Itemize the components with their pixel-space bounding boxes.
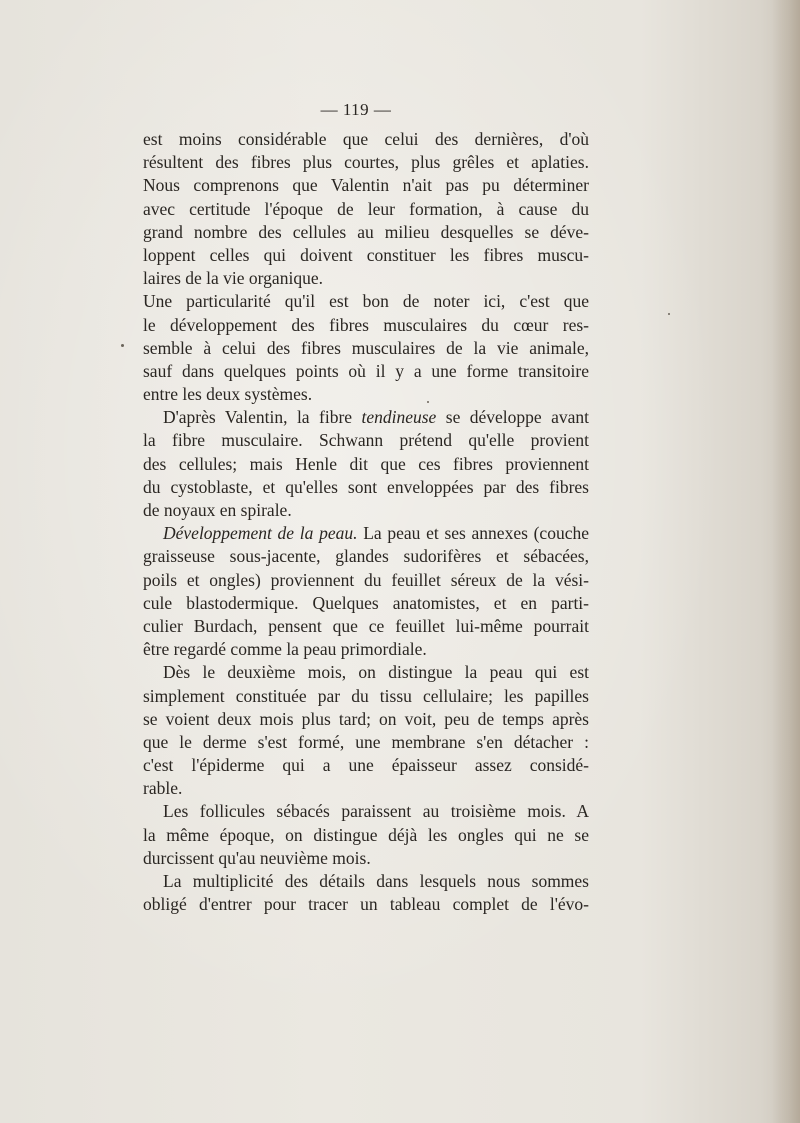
- text-line: La multiplicité des détails dans lesquels nous sommes: [163, 871, 589, 891]
- text-line: se voient deux mois plus tard; on voit, peu de temps après: [143, 708, 589, 729]
- italic-run: tendineuse: [361, 407, 437, 428]
- text-line: poils et ongles) proviennent du feuillet séreux de la vési-: [143, 569, 589, 590]
- text-run: La peau et ses annexes (couche: [357, 523, 589, 544]
- text-line: Une particularité qu'il est bon de noter ici, c'est que: [143, 291, 589, 312]
- text-line: Dès le deuxième mois, on distingue la peau qui est: [163, 662, 589, 683]
- text-line: sauf dans quelques points où il y a une forme transitoire: [143, 360, 589, 381]
- text-line: laires de la vie organique.: [143, 268, 323, 289]
- text-line: semble à celui des fibres musculaires de la vie animale,: [143, 337, 589, 358]
- text-line: avec certitude l'époque de leur formation, à cause du: [143, 198, 589, 219]
- text-line: entre les deux systèmes.: [143, 384, 313, 405]
- text-line: Nous comprenons que Valentin n'ait pas pu déterminer: [143, 175, 589, 196]
- text-line: [143, 406, 589, 429]
- text-line: simplement constituée par du tissu cellulaire; les papilles: [143, 685, 589, 706]
- text-line: [143, 522, 589, 545]
- text-line: c'est l'épiderme qui a une épaisseur assez considé-: [143, 755, 589, 776]
- page-edge-shadow: [772, 0, 800, 1123]
- text-line: grand nombre des cellules au milieu desquelles se déve-: [143, 221, 589, 242]
- body-text: [143, 128, 589, 916]
- page-number: — 119 —: [320, 100, 392, 119]
- text-line: de noyaux en spirale.: [143, 500, 292, 520]
- ink-speck: [668, 313, 670, 315]
- text-line: du cystoblaste, et qu'elles sont enveloppées par des fibres: [143, 476, 589, 497]
- text-line: cule blastodermique. Quelques anatomistes, et en parti-: [143, 592, 589, 613]
- text-line: la fibre musculaire. Schwann prétend qu'elle provient: [143, 430, 589, 451]
- text-line: est moins considérable que celui des dernières, d'où: [143, 129, 589, 149]
- text-line: graisseuse sous-jacente, glandes sudorifères et sébacées,: [143, 546, 589, 567]
- italic-run: Développement de la peau.: [163, 523, 358, 544]
- text-line: le développement des fibres musculaires du cœur res-: [143, 314, 589, 335]
- text-line: des cellules; mais Henle dit que ces fibres proviennent: [143, 453, 589, 474]
- text-line: Les follicules sébacés paraissent au troisième mois. A: [163, 801, 589, 822]
- text-line: rable.: [143, 778, 183, 799]
- text-line: que le derme s'est formé, une membrane s'en détacher :: [143, 731, 589, 752]
- text-line: la même époque, on distingue déjà les ongles qui ne se: [143, 824, 589, 845]
- text-run: se développe avant: [436, 407, 590, 428]
- text-line: résultent des fibres plus courtes, plus grêles et aplaties.: [143, 152, 589, 173]
- ink-speck: [121, 344, 124, 347]
- text-line: culier Burdach, pensent que ce feuillet lui-même pourrait: [143, 615, 589, 636]
- text-line: loppent celles qui doivent constituer les fibres muscu-: [143, 244, 589, 265]
- text-line: obligé d'entrer pour tracer un tableau complet de l'évo-: [143, 894, 589, 915]
- text-line: durcissent qu'au neuvième mois.: [143, 847, 371, 868]
- text-run: D'après Valentin, la fibre: [163, 407, 362, 428]
- text-line: être regardé comme la peau primordiale.: [143, 639, 427, 660]
- ink-speck: [427, 401, 429, 403]
